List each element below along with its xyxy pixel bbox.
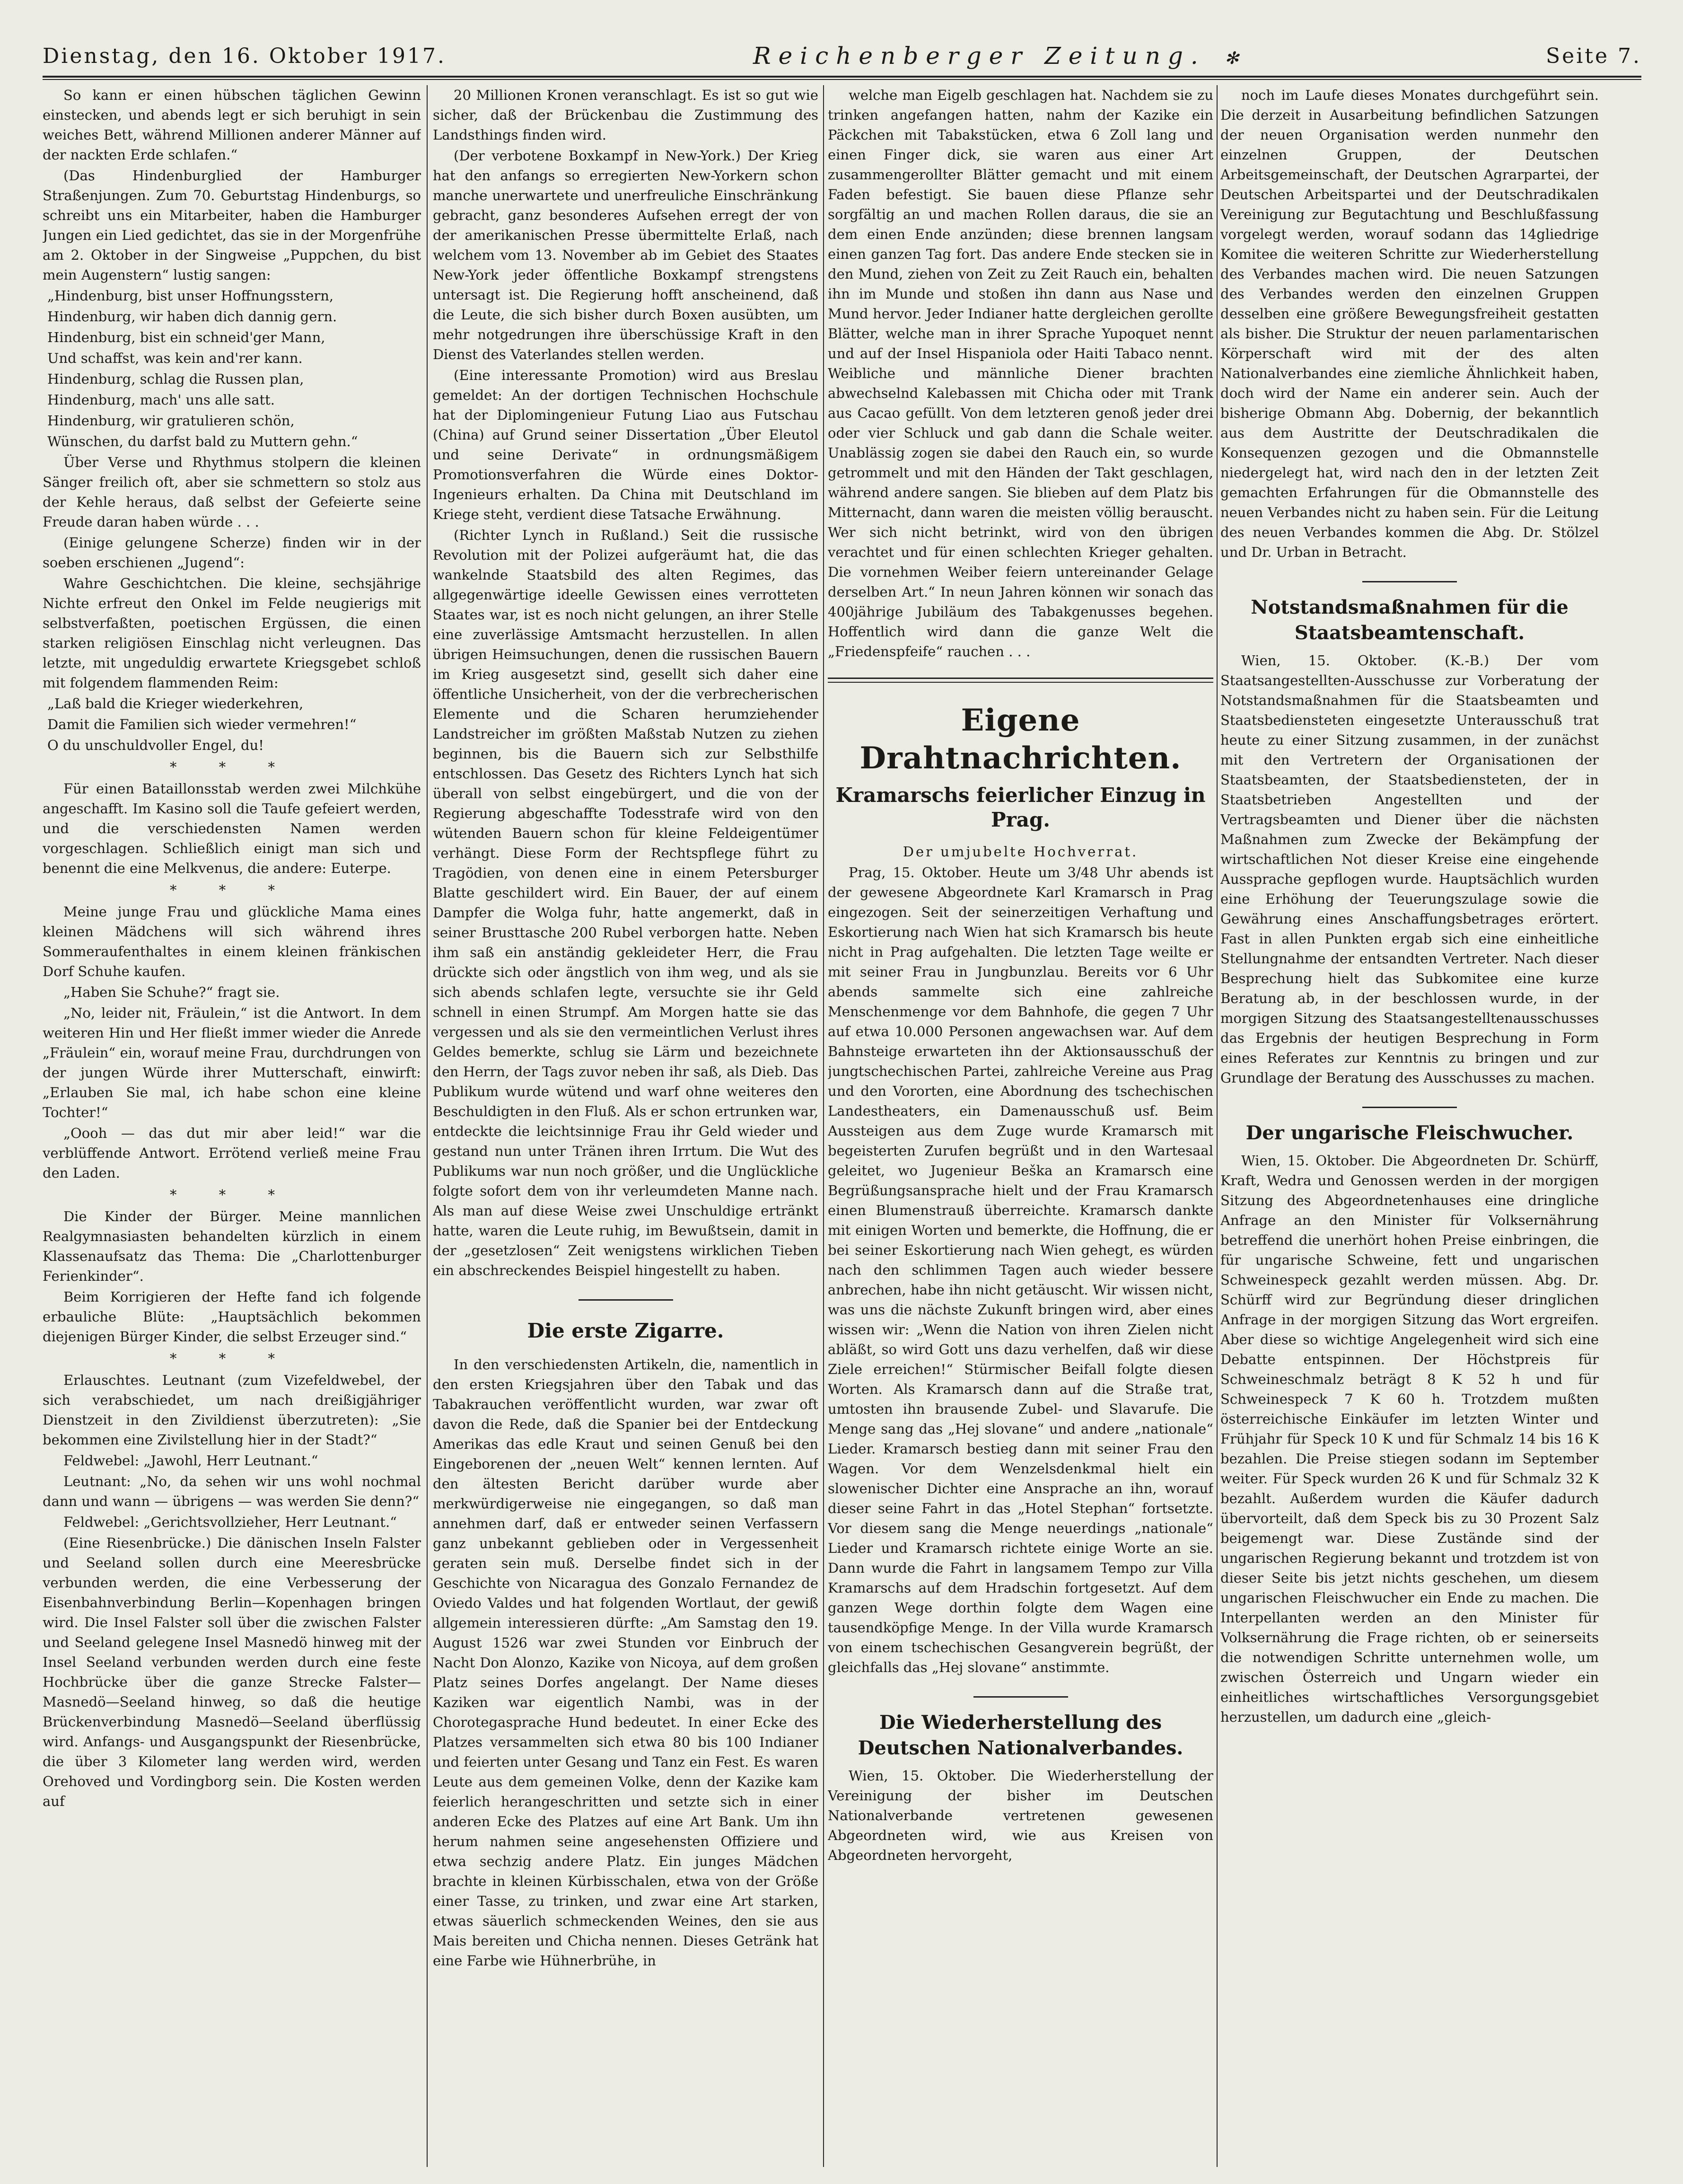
paragraph: (Eine Riesenbrücke.) Die dänischen Inseln Falster und Seeland sollen durch eine Meeresbrücke verbunden werden, die eine Verbesserung der Eisenbahnverbindung Berlin—Kopenhagen bringen wird. Die Insel Falster soll über die zwischen Falster und Seeland gelegene Insel Masnedö hinweg mit der Insel Seeland verbunden werden durch eine feste Hochbrücke über die ganze Strecke Falster—Masnedö—Seeland hinweg, so daß die heutige Brückenverbindung Masnedö—Seeland überflüssig wird. Anfangs- und Ausgangspunkt der Riesenbrücke, die über 3 Kilometer lang werden wird, werden Orehoved und Vordingborg sein. Die Kosten werden auf [43, 1535, 421, 1809]
paragraph: (Der verbotene Boxkampf in New-York.) Der Krieg hat den anfangs so erregierten New-Yorkern schon manche unerwartete und unerfreuliche Einschränkung gebracht, ganz besonderes Aufsehen erregt der von der amerikanischen Presse übermittelte Erlaß, nach welchem vom 13. November ab im Gebiet des Staates New-York jeder öffentliche Boxkampf strengstens untersagt ist. Die Regierung hofft anscheinend, daß die Leute, die sich bisher durch Boxen ausübten, um mehr notgedrungen ihre überschüssige Kraft in den Dienst des Vaterlandes stellen werden. [433, 148, 818, 362]
paragraph: „No, leider nit, Fräulein,“ ist die Antwort. In dem weiteren Hin und Her fließt immer wieder die Anrede „Fräulein“ ein, worauf meine Frau, durchdrungen von der jungen Würde ihrer Mutterschaft, einwirft: „Erlauben Sie mal, ich habe schon eine kleine Tochter!“ [43, 1005, 421, 1120]
article-heading: Die erste Zigarre. [527, 1319, 724, 1342]
paragraph: Feldwebel: „Jawohl, Herr Leutnant.“ [63, 1453, 318, 1469]
divider [973, 1696, 1068, 1698]
paragraph: Die Kinder der Bürger. Meine mannlichen Realgymnasiasten behandelten kürzlich in einem Klassenaufsatz das Thema: Die „Charlottenburger Ferienkinder“. [43, 1208, 421, 1284]
paragraph: (Einige gelungene Scherze) finden wir in der soeben erschienen „Jugend“: [43, 535, 421, 571]
poem-line: Hindenburg, bist ein schneid'ger Mann, [47, 329, 325, 345]
section-separator: * * * [170, 759, 294, 775]
poem-line: O du unschuldvoller Engel, du! [47, 737, 264, 753]
article-heading: Die Wiederherstellung des Deutschen Nationalverbandes. [858, 1711, 1183, 1759]
header-rule [43, 76, 1641, 78]
article-heading: Der ungarische Fleischwucher. [1245, 1122, 1574, 1144]
poem-line: „Hindenburg, bist unser Hoffnungsstern, [47, 288, 334, 304]
page-number: Seite 7. [1546, 44, 1641, 68]
poem-line: Hindenburg, wir gratulieren schön, [47, 413, 295, 429]
article-tagline: Der umjubelte Hochverrat. [903, 844, 1139, 860]
divider-thin [828, 682, 1213, 683]
poem-line: „Laß bald die Krieger wiederkehren, [47, 696, 304, 712]
paragraph: „Oooh — das dut mir aber leid!“ war die verblüffende Antwort. Errötend verließ meine Frau den Laden. [43, 1125, 421, 1181]
header-date: Dienstag, den 16. Oktober 1917. [43, 44, 446, 68]
paragraph: Prag, 15. Oktober. Heute um 3/48 Uhr abends ist der gewesene Abgeordnete Karl Kramarsch in Prag eingezogen. Seit der seinerzeitigen Verhaftung und Eskortierung nach Wien hat sich Kramarsch bis heute nicht in Prag aufgehalten. Die letzten Tage weilte er mit seiner Frau in Jungbunzlau. Bereits vor 6 Uhr abends sammelte sich eine zahlreiche Menschenmenge vor dem Bahnhofe, die gegen 7 Uhr auf etwa 10.000 Personen angewachsen war. Auf dem Bahnsteige erwarteten ihn der Aktionsausschuß der jungtschechischen Partei, zahlreiche Vereine aus Prag und den Vororten, eine Abordnung des tschechischen Landestheaters, ein Damenausschuß usf. Beim Aussteigen aus dem Zuge wurde Kramarsch mit begeisterten Zurufen begrüßt und in den Wartesaal geleitet, wo Jugenieur Beška an Kramarsch eine Begrüßungsansprache hielt und der Frau Kramarsch einen Blumenstrauß überreichte. Kramarsch dankte mit einigen Worten und bemerkte, die Hoffnung, die er bei seiner Eskortierung nach Wien gehegt, es würden nach den schlimmen Tagen auch wieder bessere anbrechen, habe ihn nicht getäuscht. Wir wissen nicht, was uns die nächste Zukunft bringen wird, aber eines wissen wir: „Wenn die Nation von ihren Zielen nicht abläßt, so wird Gott uns dazu verhelfen, daß wir diese Ziele erreichen!“ Stürmischer Beifall folgte diesen Worten. Als Kramarsch dann auf die Straße trat, umtosten ihn brausende Zubel- und Slavarufe. Die Menge sang das „Hej slovane“ und andere „nationale“ Lieder. Kramarsch bestieg dann mit seiner Frau den Wagen. Vor dem Wenzelsdenkmal hielt ein slowenischer Dichter eine Ansprache an ihn, worauf dieser seine Fahrt in das „Hotel Stephan“ fortsetzte. Vor diesem sang die Menge neuerdings „nationale“ Lieder und Kramarsch richtete einige Worte an sie. Dann wurde die Fahrt in langsamem Tempo zur Villa Kramarschs auf dem Hradschin fortgesetzt. Auf dem ganzen Wege dorthin folgte dem Wagen eine tausendköpfige Menge. In der Villa wurde Kramarsch von einem tschechischen Gesangverein begrüßt, der gleichfalls das „Hej slovane“ anstimmte. [828, 864, 1213, 1675]
paragraph: Wien, 15. Oktober. Die Wiederherstellung der Vereinigung der bisher im Deutschen Nationalverbande vertretenen gewesenen Abgeordneten wird, wie aus Kreisen von Abgeordneten hervorgeht, [828, 1768, 1213, 1863]
poem-line: Hindenburg, schlag die Russen plan, [47, 371, 304, 387]
paragraph: Wien, 15. Oktober. Die Abgeordneten Dr. Schürff, Kraft, Wedra und Genossen werden in der morgigen Sitzung des Abgeordnetenhauses eine dringliche Anfrage an den Minister für Volksernährung betreffend die unerhört hohen Preise einbringen, die für ungarische Schweine, fett und ungarischen Schweinespeck gezahlt werden müssen. Abg. Dr. Schürff wird zur Begründung dieser dringlichen Anfrage in der morgigen Sitzung das Wort ergreifen. Aber diese so wichtige Angelegenheit wird sich eine Debatte entspinnen. Der Höchstpreis für Schweineschmalz beträgt 8 K 52 h und für Schweinespeck 7 K 60 h. Trotzdem mußten österreichische Einkäufer im letzten Winter und Frühjahr für Speck 10 K und für Schmalz 14 bis 16 K bezahlen. Die Preise stiegen sodann im September weiter. Für Speck wurden 26 K und für Schmalz 32 K bezahlt. Außerdem wurden die Käufer dadurch übervorteilt, daß dem Speck bis zu 30 Prozent Salz beigemengt war. Diese Zustände sind der ungarischen Regierung bekannt und trotzdem ist von dieser Seite bis jetzt nichts geschehen, um diesem ungarischen Fleischwucher ein Ende zu machen. Die Interpellanten werden an den Minister für Volksernährung die Frage richten, ob er seinerseits die notwendigen Schritte unternehmen wolle, um zwischen Österreich und Ungarn wieder ein einheitliches wirtschaftliches Versorgungsgebiet herzustellen, um dadurch eine „gleich- [1220, 1153, 1599, 1725]
paragraph: welche man Eigelb geschlagen hat. Nachdem sie zu trinken angefangen hatten, nahm der Kazike ein Päckchen mit Tabakstücken, etwa 6 Zoll lang und einen Finger dick, sie waren aus einer Art zusammengerollter Blätter gemacht und mit einem Faden befestigt. Sie bauen diese Pflanze sehr sorgfältig an und machen Rollen daraus, die sie an dem einen Ende anzünden; diese brennen langsam einen ganzen Tag fort. Das andere Ende stecken sie in den Mund, ziehen von Zeit zu Zeit Rauch ein, behalten ihn im Munde und stoßen ihn dann aus Nase und Mund hervor. Jeder Indianer hatte dergleichen gerollte Blätter, welche man in ihrer Sprache Yupoquet nennt und auf der Insel Hispaniola oder Haiti Tabaco nennt. Weibliche und männliche Diener brachten abwechselnd Kalebassen mit Chicha oder mit Trank aus Cacao gefüllt. Von dem letzteren genoß jeder drei oder vier Schluck und gab dann die Schale weiter. Unablässig zogen sie dabei den Rauch ein, so wurde getrommelt und mit den Händen der Takt geschlagen, während andere sangen. Sie blieben auf dem Platz bis Mitternacht, dann waren die meisten völlig berauscht. Wer sich nicht betrinkt, wird von den übrigen verachtet und für einen schlechten Krieger gehalten. Die vornehmen Weiber feiern untereinander Gelage derselben Art.“ In neun Jahren können wir sonach das 400jährige Jubiläum des Tabakgenusses begehen. Hoffentlich wird dann die ganze Welt die „Friedenspfeife“ rauchen . . . [828, 87, 1213, 660]
divider [828, 678, 1213, 679]
poem-line: Hindenburg, mach' uns alle satt. [47, 392, 275, 408]
paragraph: Wien, 15. Oktober. (K.-B.) Der vom Staatsangestellten-Ausschusse zur Vorberatung der Notstandsmaßnahmen für die Staatsbeamten und Staatsbediensteten eingesetzte Unterausschuß trat heute zu einer Sitzung zusammen, in der zunächst mit den Vertretern der Organisationen der Staatsbeamten, der Staatsbediensteten, der in Staatsbetrieben Angestellten und der Vertragsbeamten und Diener über die nächsten Maßnahmen zum Zwecke der Bekämpfung der wirtschaftlichen Not dieser Kreise eine eingehende Aussprache gepflogen wurde. Hauptsächlich wurden eine Erhöhung der Teuerungszulage sowie die Gewährung eines Anschaffungsbetrages erörtert. Fast in allen Punkten ergab sich eine einheitliche Stellungnahme der entsandten Vertreter. Nach dieser Besprechung hielt das Subkomitee eine kurze Beratung ab, in der beschlossen wurde, in der morgigen Sitzung des Staatsangestelltenausschusses das Ergebnis der heutigen Besprechung in Form eines Referates zur Kenntnis zu bringen und zur Grundlage der Beratung des Ausschusses zu machen. [1220, 652, 1599, 1086]
column-divider [427, 85, 428, 2167]
paragraph: Wahre Geschichtchen. Die kleine, sechsjährige Nichte erfreut den Onkel im Felde neugierigs mit selbstverfaßten, poetischen Ergüssen, die einen starken religiösen Einschlag nicht verleugnen. Das letzte, mit ungeduldig erwartete Kriegsgebet schloß mit folgendem flammenden Reim: [43, 575, 421, 691]
paragraph: Feldwebel: „Gerichtsvollzieher, Herr Leutnant.“ [63, 1514, 397, 1530]
paragraph: (Das Hindenburglied der Hamburger Straßenjungen. Zum 70. Geburtstag Hindenburgs, so schreibt uns ein Mitarbeiter, haben die Hamburger Jungen ein Lied gedichtet, das sie in der Morgenfrühe am 2. Oktober in der Singweise „Puppchen, du bist mein Augenstern“ lustig sangen: [43, 167, 421, 283]
section-separator: * * * [170, 1187, 294, 1203]
header-rule-thin [43, 79, 1641, 80]
divider [579, 1299, 673, 1301]
poem-line: Wünschen, du darfst bald zu Muttern gehn.“ [47, 433, 358, 449]
paragraph: Für einen Bataillonsstab werden zwei Milchkühe angeschafft. Im Kasino soll die Taufe gefeiert werden, und die verschiedensten Namen werden vorgeschlagen. Schließlich einigt man sich und benennt die eine Melkvenus, die andere: Euterpe. [43, 781, 421, 876]
paragraph: So kann er einen hübschen täglichen Gewinn einstecken, und abends legt er sich beruhigt in sein weiches Bett, während Millionen anderer Männer auf der nackten Erde schlafen.“ [43, 87, 421, 163]
section-heading: Eigene Drahtnachrichten. [859, 703, 1182, 776]
column-divider [823, 85, 824, 2167]
section-separator: * * * [170, 1350, 294, 1366]
article-heading: Notstandsmaßnahmen für die Staatsbeamtenschaft. [1251, 596, 1569, 644]
paragraph: Erlauschtes. Leutnant (zum Vizefeldwebel, der sich verabschiedet, um nach dreißigjähriger Dienstzeit in den Zivildienst überzutreten): „Sie bekommen eine Zivilstellung hier in der Stadt?“ [43, 1372, 421, 1448]
paragraph: Leutnant: „No, da sehen wir uns wohl nochmal dann und wann — übrigens — was werden Sie denn?“ [43, 1473, 421, 1509]
column-2 [433, 85, 818, 2167]
divider [1362, 1107, 1457, 1108]
column-divider [1217, 85, 1218, 2167]
paragraph: Meine junge Frau und glückliche Mama eines kleinen Mädchens will sich während ihres Sommeraufenthaltes in einem kleinen fränkischen Dorf Schuhe kaufen. [43, 904, 421, 979]
column-1 [43, 85, 421, 2167]
section-separator: * * * [170, 882, 294, 898]
paragraph: Beim Korrigieren der Hefte fand ich folgende erbauliche Blüte: „Hauptsächlich bekommen diejenigen Bürger Kinder, die selbst Erzeuger sind.“ [43, 1289, 421, 1345]
paragraph: In den verschiedensten Artikeln, die, namentlich in den ersten Kriegsjahren über den Tabak und das Tabakrauchen veröffentlicht wurden, war zwar oft davon die Rede, daß die Spanier bei der Entdeckung Amerikas das edle Kraut und seinen Genuß bei den Eingeborenen der „neuen Welt“ kennen lernten. Auf den ältesten Bericht darüber wurde aber merkwürdigerweise nie eingegangen, so daß man annehmen darf, daß er entweder seinen Verfassern ganz unbekannt geblieben oder in Vergessenheit geraten sein muß. Derselbe findet sich in der Geschichte von Nicaragua des Gonzalo Fernandez de Oviedo Valdes und hat folgenden Wortlaut, der gewiß allgemein interessieren dürfte: „Am Samstag den 19. August 1526 war zwei Stunden vor Einbruch der Nacht Don Alonzo, Kazike von Nicoya, auf dem großen Platz seines Dorfes angelangt. Der Name dieses Kaziken war eigentlich Nambi, was in der Chorotegasprache Hund bedeutet. In einer Ecke des Platzes versammelten sich etwa 80 bis 100 Indianer und feierten unter Gesang und Tanz ein Fest. Es waren Leute aus dem gemeinen Volke, denn der Kazike kam feierlich herangeschritten und setzte sich in einer anderen Ecke des Platzes auf eine Art Bank. Um ihn herum nahmen seine angesehensten Offiziere und etwa sechzig andere Platz. Ein junges Mädchen brachte in kleinen Kürbisschalen, etwa von der Größe einer Tasse, zu trinken, und zwar eine Art starken, etwas säuerlich schmeckenden Weines, den sie aus Mais bereiten und Chicha nennen. Dieses Getränk hat eine Farbe wie Hühnerbrühe, in [433, 1356, 818, 1969]
paragraph: „Haben Sie Schuhe?“ fragt sie. [63, 984, 280, 1000]
poem-line: Hindenburg, wir haben dich dannig gern. [47, 308, 337, 325]
poem-line: Damit die Familien sich wieder vermehren!“ [47, 716, 357, 732]
column-4 [1220, 85, 1599, 2167]
paragraph: noch im Laufe dieses Monates durchgeführt sein. Die derzeit in Ausarbeitung befindlichen Satzungen der neuen Organisation werden nunmehr den einzelnen Gruppen, der Deutschen Arbeitsgemeinschaft, der Deutschen Agrarpartei, der Deutschen Arbeitspartei und der Deutschradikalen Vereinigung zur Begutachtung und Beschlußfassung vorgelegt werden, worauf sodann das 14gliedrige Komitee die weiteren Schritte zur Wiederherstellung des Verbandes machen wird. Die neuen Satzungen des Verbandes werden den einzelnen Gruppen desselben eine größere Bewegungsfreiheit gestatten als bisher. Die Struktur der neuen parlamentarischen Körperschaft wird mit der des alten Nationalverbandes eine ziemliche Ähnlichkeit haben, doch wird der Name ein anderer sein. Auch der bisherige Obmann Abg. Dobernig, der bekanntlich aus dem Austritte der Deutschradikalen die Konsequenzen gezogen und die Obmannstelle niedergelegt hat, wird nach den in der letzten Zeit gemachten Erfahrungen für die Obmannstelle des neuen Verbandes nicht zu haben sein. Für die Leitung des neuen Verbandes kommen die Abg. Dr. Stölzel und Dr. Urban in Betracht. [1220, 87, 1599, 560]
poem-line: Und schaffst, was kein and'rer kann. [47, 350, 303, 366]
page-header [43, 42, 1641, 70]
article-heading: Kramarschs feierlicher Einzug in Prag. [835, 784, 1206, 831]
paragraph: (Eine interessante Promotion) wird aus Breslau gemeldet: An der dortigen Technischen Hochschule hat der Diplomingenieur Futung Liao aus Futschau (China) auf Grund seiner Dissertation „Über Eleutol und seine Derivate“ in ordnungsmäßigem Promotionsverfahren die Würde eines Doktor-Ingenieurs erhalten. Da China mit Deutschland im Kriege steht, verdient diese Tatsache Erwähnung. [433, 367, 818, 522]
paragraph: (Richter Lynch in Rußland.) Seit die russische Revolution mit der Polizei aufgeräumt hat, die das wankelnde Staatsbild des alten Regimes, das allgegenwärtige ideelle Gewissen eines verrotteten Staates war, ist es noch nicht gelungen, an ihrer Stelle eine zuverlässige Amtsmacht herzustellen. In allen übrigen Heimsuchungen, denen die russischen Bauern im Krieg ausgesetzt sind, gesellt sich daher eine öffentliche Unsicherheit, von der die verbrecherischen Elemente und die Scharen herumziehender Landstreicher im größten Maßstab Nutzen zu ziehen beginnen, bis die Bauern sich zur Selbsthilfe entschlossen. Das Gesetz des Richters Lynch hat sich überall von selbst eingebürgert, und die von der Regierung abgeschaffte Todesstrafe wird von den wütenden Bauern schon für kleine Feldeigentümer verhängt. Diese Form der Rechtspflege führt zu Tragödien, von denen eine in einem Petersburger Blatte geschildert wird. Ein Bauer, der auf einem Dampfer die Wolga fuhr, hatte angemerkt, daß in seiner Brusttasche 200 Rubel verborgen hatte. Neben ihm saß ein anständig gekleideter Herr, die Frau drückte sich oder ängstlich von ihm weg, und als sie sich abends schlafen legte, versuchte sie ihr Geld schnell in einen Strumpf. Am Morgen hatte sie das vergessen und als sie den vermeintlichen Verlust ihres Geldes bemerkte, schlug sie Lärm und bezeichnete den Herrn, der Tags zuvor neben ihr saß, als Dieb. Das Publikum wurde wütend und warf ohne weiteres den Beschuldigten in den Fluß. Als er schon ertrunken war, entdeckte die leichtsinnige Frau ihr Geld wieder und gestand nun unter Tränen ihren Irrtum. Die Wut des Publikums war nun noch größer, und die Unglückliche folgte sofort dem von ihr verleumdeten Manne nach. Als man auf diese Weise zwei Unschuldige ertränkt hatte, waren die Leute ruhig, im Bewußtsein, damit in der „gesetzlosen“ Zeit wenigstens wirklichen Tieben ein abschreckendes Beispiel hingestellt zu haben. [433, 527, 818, 1278]
column-3 [828, 85, 1213, 2167]
masthead-title: Reichenberger Zeitung. ✻ [753, 42, 1239, 70]
divider [1362, 581, 1457, 582]
paragraph: 20 Millionen Kronen veranschlagt. Es ist so gut wie sicher, daß der Brückenbau die Zustimmung des Landsthings finden wird. [433, 87, 818, 143]
ornament-icon: ✻ [1224, 49, 1239, 68]
paragraph: Über Verse und Rhythmus stolpern die kleinen Sänger freilich oft, aber sie schmettern so stolz aus der Kehle heraus, daß selbst der Gefeierte seine Freude daran haben würde . . . [43, 454, 421, 530]
